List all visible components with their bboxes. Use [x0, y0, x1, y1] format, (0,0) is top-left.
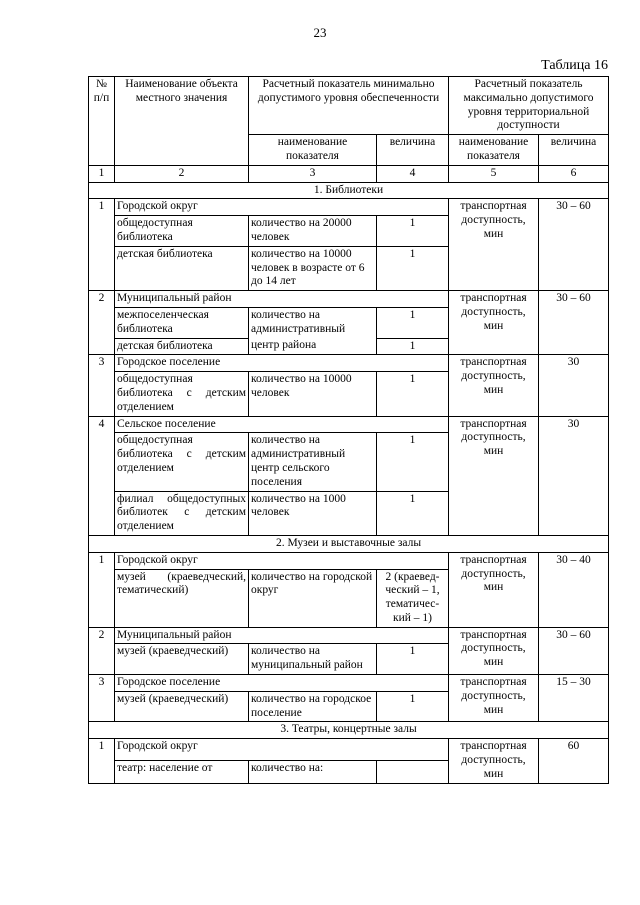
page-number: 23 — [313, 25, 327, 40]
group-row — [89, 416, 609, 433]
object-name: общедоступная библиотека — [115, 216, 249, 247]
header-row-top — [89, 77, 609, 135]
group-name: Городской округ — [115, 199, 449, 216]
section-title: 1. Библиотеки — [89, 182, 609, 199]
access-indicator-value: 60 — [539, 739, 609, 783]
object-name: межпоселенческая библиотека — [115, 307, 249, 338]
object-name: театр: население от — [115, 761, 249, 783]
indicator-value: 1 — [377, 491, 449, 535]
object-name: филиал общедоступных библиотек с детским отделением — [115, 491, 249, 535]
header-num: № п/п — [89, 77, 115, 166]
indicator-value: 2 (краевед-ческий – 1, тематичес-кий – 1) — [377, 569, 449, 627]
indicator-value: 1 — [377, 307, 449, 338]
group-number: 3 — [89, 355, 115, 416]
group-row — [89, 355, 609, 372]
indicator-value: 1 — [377, 338, 449, 355]
indicator-name: количество на 10000 человек в возрасте от 6 до 14 лет — [249, 246, 377, 290]
object-name: музей (краеведческий) — [115, 691, 249, 722]
section-title: 3. Театры, концертные залы — [89, 722, 609, 739]
group-number: 1 — [89, 739, 115, 783]
access-indicator-value: 30 – 40 — [539, 552, 609, 627]
indicator-name: количество на административный центр сельского поселения — [249, 433, 377, 491]
indicator-name: количество на 1000 человек — [249, 491, 377, 535]
section-title-row — [89, 535, 609, 552]
object-name: общедоступная библиотека с детским отделением — [115, 372, 249, 416]
indicator-name: количество на административный — [249, 307, 377, 338]
indicator-name: количество на городской округ — [249, 569, 377, 627]
group-number: 1 — [89, 552, 115, 627]
access-indicator-name: транспортная доступность, мин — [449, 291, 539, 355]
access-indicator-value: 30 – 60 — [539, 627, 609, 674]
indicator-name: количество на 20000 человек — [249, 216, 377, 247]
access-indicator-value: 30 — [539, 416, 609, 535]
header-min-group: Расчетный показатель минимально допустимого уровня обеспеченности — [249, 77, 449, 135]
indicator-name: количество на: — [249, 761, 377, 783]
access-indicator-name: транспортная доступность, мин — [449, 199, 539, 291]
col-num: 6 — [539, 165, 609, 182]
group-number: 4 — [89, 416, 115, 535]
indicator-value: 1 — [377, 691, 449, 722]
group-number: 2 — [89, 627, 115, 674]
col-num: 4 — [377, 165, 449, 182]
object-name: музей (краеведческий) — [115, 644, 249, 675]
indicator-name: количество на городское поселение — [249, 691, 377, 722]
group-name: Городское поселение — [115, 355, 449, 372]
indicator-name: количество на 10000 человек — [249, 372, 377, 416]
group-number: 1 — [89, 199, 115, 291]
header-min-value: величина — [377, 135, 449, 166]
access-indicator-name: транспортная доступность, мин — [449, 416, 539, 535]
access-indicator-name: транспортная доступность, мин — [449, 739, 539, 783]
indicator-value: 1 — [377, 216, 449, 247]
section-title: 2. Музеи и выставочные залы — [89, 535, 609, 552]
indicator-value: 1 — [377, 644, 449, 675]
indicator-value: 1 — [377, 246, 449, 290]
header-max-value: величина — [539, 135, 609, 166]
group-name: Городской округ — [115, 739, 449, 761]
group-row — [89, 627, 609, 644]
access-indicator-value: 30 – 60 — [539, 291, 609, 355]
object-name: детская библиотека — [115, 338, 249, 355]
col-num: 2 — [115, 165, 249, 182]
indicator-name: центр района — [249, 338, 377, 355]
header-object-name: Наименование объекта местного значения — [115, 77, 249, 166]
header-max-name: наименование показателя — [449, 135, 539, 166]
group-name: Муниципальный район — [115, 291, 449, 308]
norms-table — [88, 76, 609, 784]
object-name: музей (краеведческий, тематический) — [115, 569, 249, 627]
group-row — [89, 291, 609, 308]
header-min-name: наименование показателя — [249, 135, 377, 166]
access-indicator-value: 30 – 60 — [539, 199, 609, 291]
section-title-row — [89, 722, 609, 739]
column-numbers-row — [89, 165, 609, 182]
group-row — [89, 199, 609, 216]
section-title-row — [89, 182, 609, 199]
col-num: 5 — [449, 165, 539, 182]
table-caption: Таблица 16 — [541, 58, 608, 73]
group-number: 3 — [89, 675, 115, 722]
object-name: детская библиотека — [115, 246, 249, 290]
object-name: общедоступная библиотека с детским отделением — [115, 433, 249, 491]
indicator-value: 1 — [377, 372, 449, 416]
access-indicator-value: 30 — [539, 355, 609, 416]
group-row — [89, 675, 609, 692]
indicator-name: количество на муниципальный район — [249, 644, 377, 675]
indicator-value: 1 — [377, 433, 449, 491]
group-row — [89, 552, 609, 569]
access-indicator-name: транспортная доступность, мин — [449, 675, 539, 722]
col-num: 3 — [249, 165, 377, 182]
group-name: Городское поселение — [115, 675, 449, 692]
group-name: Муниципальный район — [115, 627, 449, 644]
group-name: Сельское поселение — [115, 416, 449, 433]
header-max-group: Расчетный показатель максимально допустимого уровня территориальной доступности — [449, 77, 609, 135]
access-indicator-name: транспортная доступность, мин — [449, 552, 539, 627]
access-indicator-name: транспортная доступность, мин — [449, 627, 539, 674]
access-indicator-name: транспортная доступность, мин — [449, 355, 539, 416]
group-name: Городской округ — [115, 552, 449, 569]
indicator-value — [377, 761, 449, 783]
group-number: 2 — [89, 291, 115, 355]
group-row — [89, 739, 609, 761]
access-indicator-value: 15 – 30 — [539, 675, 609, 722]
col-num: 1 — [89, 165, 115, 182]
